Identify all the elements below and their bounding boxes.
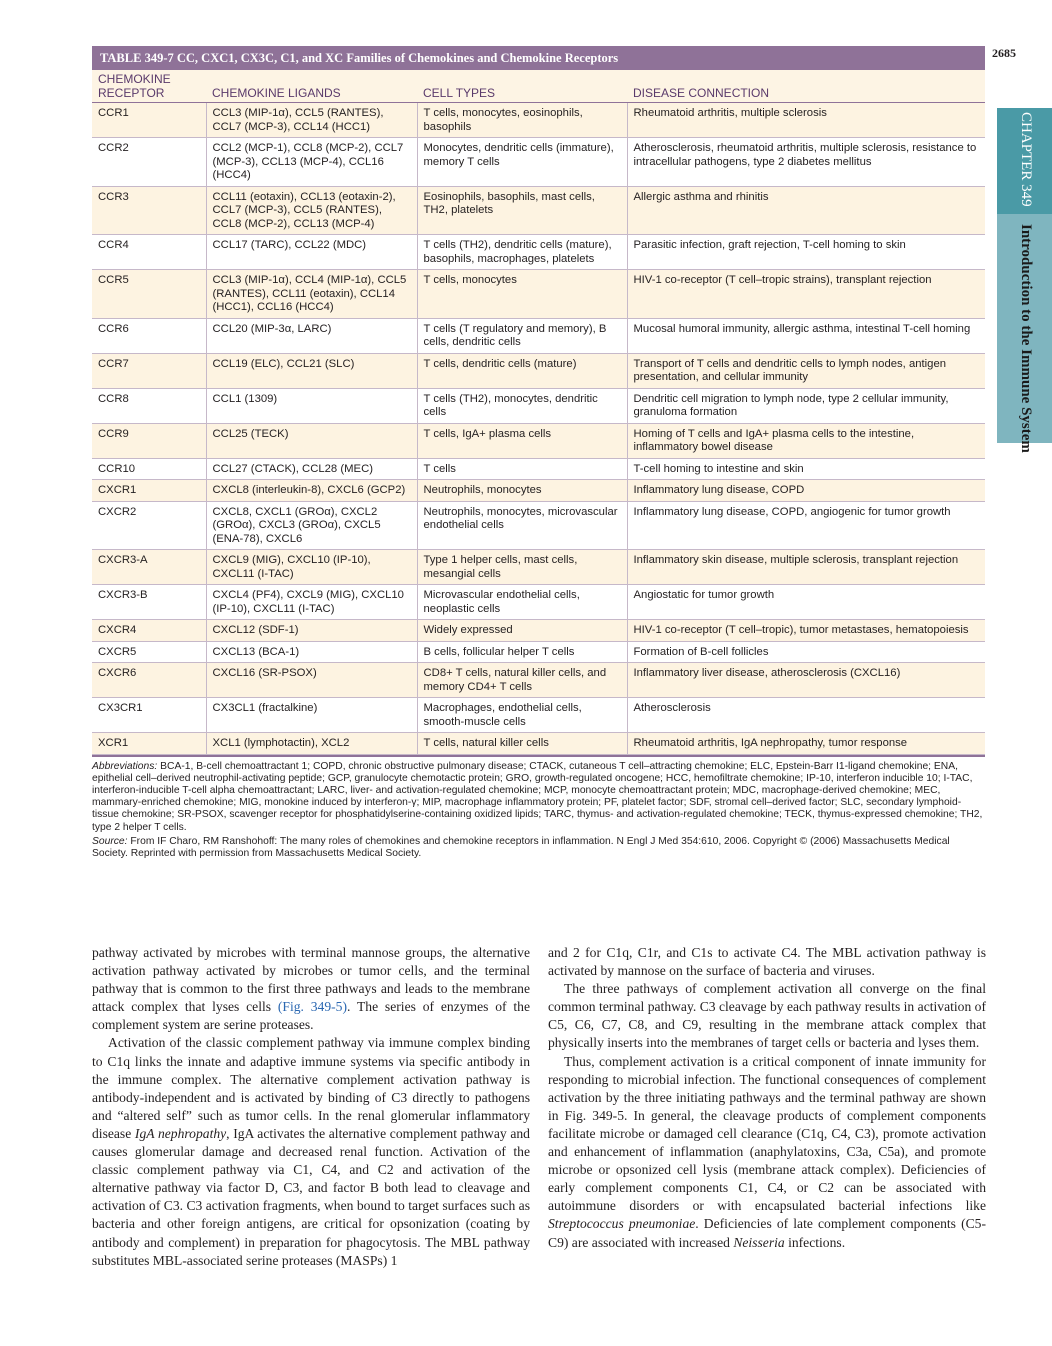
right-paragraph-3 xyxy=(548,1053,986,1252)
text-run: , IgA activates the alternative complement pathway and causes glomerular damage and decreased renal function. Activation of the classic complement pathway via C1, C4, and C2 and activation of the alternative pathway via factor D, C3, and factor B both lead to cleavage and activation of C3. C3 activation fragments, when bound to target surfaces such as bacteria and other foreign antigens, are critical for opsonization (coating by antibody and complement) in preparation for phagocytosis. The MBL pathway substitutes MBL-associated serine proteases (MASPs) 1 xyxy=(92,1125,530,1268)
receptor-cell: CCR7 xyxy=(92,353,206,388)
disease-cell: Formation of B-cell follicles xyxy=(627,641,985,663)
side-tab-text xyxy=(1017,112,1034,453)
disease-cell: Transport of T cells and dendritic cells to lymph nodes, antigen presentation, and cellular immunity xyxy=(627,353,985,388)
cell-types-cell: Monocytes, dendritic cells (immature), memory T cells xyxy=(417,138,627,187)
table-row xyxy=(92,550,985,585)
cell-types-cell: T cells (TH2), dendritic cells (mature), basophils, macrophages, platelets xyxy=(417,235,627,270)
receptor-cell: CCR8 xyxy=(92,388,206,423)
header-disease-connection: DISEASE CONNECTION xyxy=(627,70,985,103)
table-row xyxy=(92,318,985,353)
cell-types-cell: Widely expressed xyxy=(417,620,627,642)
ligands-cell: CCL3 (MIP-1α), CCL5 (RANTES), CCL7 (MCP-3), CCL14 (HCC1) xyxy=(206,103,417,138)
disease-cell: Atherosclerosis xyxy=(627,698,985,733)
chemokine-table xyxy=(92,46,985,860)
table-header-row xyxy=(92,70,985,103)
receptor-cell: CCR1 xyxy=(92,103,206,138)
receptor-cell: CXCR4 xyxy=(92,620,206,642)
text-run: . The series of enzymes of the complement system are serine proteases. xyxy=(92,999,530,1033)
ligands-cell: CXCL4 (PF4), CXCL9 (MIG), CXCL10 (IP-10), CXCL11 (I-TAC) xyxy=(206,585,417,620)
chapter-label: CHAPTER 349 xyxy=(1018,112,1034,207)
disease-cell: HIV-1 co-receptor (T cell–tropic strains), transplant rejection xyxy=(627,270,985,319)
table-row xyxy=(92,270,985,319)
table-row xyxy=(92,138,985,187)
text-run: Activation of the classic complement pathway via immune complex binding to C1q links the innate and adaptive immune systems via specific antibody in the immune complex. The alternative complement activation pathway is antibody-independent and is activated by binding of C3 directly to pathogens and “altered self” such as tumor cells. In the renal glomerular inflammatory disease xyxy=(92,1035,530,1141)
table-row xyxy=(92,235,985,270)
ligands-cell: CCL11 (eotaxin), CCL13 (eotaxin-2), CCL7 (MCP-3), CCL5 (RANTES), CCL8 (MCP-2), CCL13 (MCP-4) xyxy=(206,186,417,235)
text-run: pathway activated by microbes with terminal mannose groups, the alternative activation pathway activated by microbes or tumor cells, and the terminal pathway that is common to the first three pathways and leads to the membrane attack complex that lyses cells xyxy=(92,945,530,1015)
receptor-cell: CCR9 xyxy=(92,423,206,458)
header-cell-types: CELL TYPES xyxy=(417,70,627,103)
abbreviations-label: Abbreviations: xyxy=(92,760,158,772)
cell-types-cell: T cells (T regulatory and memory), B cells, dendritic cells xyxy=(417,318,627,353)
source-note xyxy=(92,834,985,860)
cell-types-cell: CD8+ T cells, natural killer cells, and memory CD4+ T cells xyxy=(417,663,627,698)
chapter-side-tab xyxy=(997,108,1052,453)
cell-types-cell: Macrophages, endothelial cells, smooth-muscle cells xyxy=(417,698,627,733)
source-text: From IF Charo, RM Ranshohoff: The many roles of chemokines and chemokine receptors in inflammation. N Engl J Med 354:610, 2006. Copyright © (2006) Massachusetts Medical Society. Reprinted with permission from Massachusetts Medical Society. xyxy=(92,835,950,859)
cell-types-cell: Type 1 helper cells, mast cells, mesangial cells xyxy=(417,550,627,585)
left-text-column xyxy=(92,944,530,1270)
disease-cell: Inflammatory skin disease, multiple sclerosis, transplant rejection xyxy=(627,550,985,585)
ligands-cell: CXCL8, CXCL1 (GROα), CXCL2 (GROα), CXCL3 (GROα), CXCL5 (ENA-78), CXCL6 xyxy=(206,501,417,550)
disease-cell: Angiostatic for tumor growth xyxy=(627,585,985,620)
disease-cell: Rheumatoid arthritis, IgA nephropathy, tumor response xyxy=(627,733,985,755)
chapter-title: Introduction to the Immune System xyxy=(1018,224,1034,453)
disease-cell: Inflammatory liver disease, atherosclerosis (CXCL16) xyxy=(627,663,985,698)
table-row xyxy=(92,641,985,663)
cell-types-cell: T cells, monocytes xyxy=(417,270,627,319)
italic-term: IgA nephropathy xyxy=(134,1125,227,1141)
disease-cell: Allergic asthma and rhinitis xyxy=(627,186,985,235)
disease-cell: T-cell homing to intestine and skin xyxy=(627,458,985,480)
receptor-cell: CCR6 xyxy=(92,318,206,353)
receptor-cell: CCR2 xyxy=(92,138,206,187)
disease-cell: Rheumatoid arthritis, multiple sclerosis xyxy=(627,103,985,138)
header-chemokine-receptor: CHEMOKINE RECEPTOR xyxy=(92,70,206,103)
receptor-cell: CCR5 xyxy=(92,270,206,319)
table-title: TABLE 349-7 CC, CXC1, CX3C, C1, and XC Families of Chemokines and Chemokine Receptors xyxy=(92,46,985,70)
receptor-cell: CX3CR1 xyxy=(92,698,206,733)
ligands-cell: CXCL9 (MIG), CXCL10 (IP-10), CXCL11 (I-TAC) xyxy=(206,550,417,585)
cell-types-cell: Neutrophils, monocytes, microvascular endothelial cells xyxy=(417,501,627,550)
figure-link[interactable]: (Fig. 349-5) xyxy=(277,999,347,1015)
table-row xyxy=(92,698,985,733)
cell-types-cell: T cells, dendritic cells (mature) xyxy=(417,353,627,388)
source-label: Source: xyxy=(92,835,128,847)
table-row xyxy=(92,620,985,642)
table-row xyxy=(92,663,985,698)
header-chemokine-ligands: CHEMOKINE LIGANDS xyxy=(206,70,417,103)
cell-types-cell: T cells xyxy=(417,458,627,480)
cell-types-cell: T cells, IgA+ plasma cells xyxy=(417,423,627,458)
ligands-cell: CXCL16 (SR-PSOX) xyxy=(206,663,417,698)
receptor-cell: CXCR3-B xyxy=(92,585,206,620)
abbreviations-text: BCA-1, B-cell chemoattractant 1; COPD, chronic obstructive pulmonary disease; CTACK, cutaneous T cell–attracting chemokine; ELC, Epstein-Barr I1-ligand chemokine; ENA, epithelial cell–derived neutrophil-activating peptide; GCP, granulocyte chemotactic protein; GRO, growth-regulated oncogene; HCC, hemofiltrate chemokine; IP-10, interferon inducible 10; I-TAC, interferon-inducible T-cell alpha chemoattractant; LARC, liver- and activation-regulated chemokine; MCP, monocyte chemoattractant protein; MDC, macrophage-derived chemokine; MEC, mammary-enriched chemokine; MIG, monokine induced by interferon-γ; MIP, macrophage inflammatory protein; PF, platelet factor; SDF, stromal cell–derived factor; SLC, secondary lymphoid-tissue chemokine; SR-PSOX, scavenger receptor for phosphatidylserine-containing oxidized lipids; TARC, thymus- and activation-regulated chemokine; TECK, thymus-expressed chemokine; TH2, type 2 helper T cells. xyxy=(92,760,983,833)
table-row xyxy=(92,733,985,755)
table-row xyxy=(92,501,985,550)
ligands-cell: CCL25 (TECK) xyxy=(206,423,417,458)
receptor-cell: CXCR1 xyxy=(92,480,206,502)
ligands-cell: CXCL12 (SDF-1) xyxy=(206,620,417,642)
disease-cell: Parasitic infection, graft rejection, T-cell homing to skin xyxy=(627,235,985,270)
table-row xyxy=(92,458,985,480)
ligands-cell: CX3CL1 (fractalkine) xyxy=(206,698,417,733)
table-row xyxy=(92,388,985,423)
cell-types-cell: T cells, monocytes, eosinophils, basophils xyxy=(417,103,627,138)
text-run: Thus, complement activation is a critical component of innate immunity for responding to microbial infection. The functional consequences of complement activation by the three initiating pathways and the terminal pathway are shown in Fig. 349-5. In general, the cleavage products of complement components facilitate microbe or damaged cell clearance (C1q, C4, C3), promote activation and enhancement of inflammation (anaphylatoxins, C3a, C5a), and promote microbe or opsonized cell lysis (membrane attack complex). Deficiencies of early complement components C1, C4, or C2 can be associated with autoimmune disorders or with encapsulated bacterial infections like xyxy=(548,1053,986,1214)
disease-cell: Atherosclerosis, rheumatoid arthritis, multiple sclerosis, resistance to intracellular pathogens, type 2 diabetes mellitus xyxy=(627,138,985,187)
table-row xyxy=(92,353,985,388)
receptor-cell: CCR4 xyxy=(92,235,206,270)
receptor-cell: XCR1 xyxy=(92,733,206,755)
table-row xyxy=(92,186,985,235)
disease-cell: Homing of T cells and IgA+ plasma cells to the intestine, inflammatory bowel disease xyxy=(627,423,985,458)
table-grid xyxy=(92,70,985,755)
right-paragraph-2: The three pathways of complement activation all converge on the final common terminal pathway. C3 cleavage by each pathway results in activation of C5, C6, C7, C8, and C9, resulting in the membrane attack complex that physically inserts into the membranes of target cells or bacteria and lyses them. xyxy=(548,981,986,1051)
ligands-cell: CCL19 (ELC), CCL21 (SLC) xyxy=(206,353,417,388)
receptor-cell: CXCR5 xyxy=(92,641,206,663)
cell-types-cell: Neutrophils, monocytes xyxy=(417,480,627,502)
italic-term: Neisseria xyxy=(733,1234,785,1250)
cell-types-cell: Microvascular endothelial cells, neoplastic cells xyxy=(417,585,627,620)
cell-types-cell: T cells (TH2), monocytes, dendritic cells xyxy=(417,388,627,423)
table-row xyxy=(92,423,985,458)
italic-term: Streptococcus pneumoniae xyxy=(548,1216,696,1232)
left-paragraph-1 xyxy=(92,944,530,1034)
right-paragraph-1: and 2 for C1q, C1r, and C1s to activate C4. The MBL activation pathway is activated by mannose on the surface of bacteria and viruses. xyxy=(548,945,986,979)
ligands-cell: CXCL8 (interleukin-8), CXCL6 (GCP2) xyxy=(206,480,417,502)
text-run: infections. xyxy=(784,1234,846,1250)
receptor-cell: CXCR6 xyxy=(92,663,206,698)
ligands-cell: CCL17 (TARC), CCL22 (MDC) xyxy=(206,235,417,270)
table-row xyxy=(92,585,985,620)
disease-cell: Dendritic cell migration to lymph node, type 2 cellular immunity, granuloma formation xyxy=(627,388,985,423)
table-body xyxy=(92,103,985,755)
disease-cell: HIV-1 co-receptor (T cell–tropic), tumor metastases, hematopoiesis xyxy=(627,620,985,642)
disease-cell: Mucosal humoral immunity, allergic asthma, intestinal T-cell homing xyxy=(627,318,985,353)
cell-types-cell: T cells, natural killer cells xyxy=(417,733,627,755)
receptor-cell: CXCR3-A xyxy=(92,550,206,585)
receptor-cell: CCR3 xyxy=(92,186,206,235)
disease-cell: Inflammatory lung disease, COPD xyxy=(627,480,985,502)
ligands-cell: CCL20 (MIP-3α, LARC) xyxy=(206,318,417,353)
text-run: . Deficiencies of late complement components (C5-C9) are associated with increased xyxy=(548,1216,986,1250)
ligands-cell: CCL1 (1309) xyxy=(206,388,417,423)
table-row xyxy=(92,480,985,502)
ligands-cell: CCL2 (MCP-1), CCL8 (MCP-2), CCL7 (MCP-3), CCL13 (MCP-4), CCL16 (HCC4) xyxy=(206,138,417,187)
cell-types-cell: B cells, follicular helper T cells xyxy=(417,641,627,663)
ligands-cell: CCL3 (MIP-1α), CCL4 (MIP-1α), CCL5 (RANTES), CCL11 (eotaxin), CCL14 (HCC1), CCL16 (HCC4) xyxy=(206,270,417,319)
ligands-cell: XCL1 (lymphotactin), XCL2 xyxy=(206,733,417,755)
receptor-cell: CCR10 xyxy=(92,458,206,480)
ligands-cell: CXCL13 (BCA-1) xyxy=(206,641,417,663)
left-paragraph-2 xyxy=(92,1034,530,1269)
ligands-cell: CCL27 (CTACK), CCL28 (MEC) xyxy=(206,458,417,480)
abbreviations-note xyxy=(92,757,985,834)
table-row xyxy=(92,103,985,138)
receptor-cell: CXCR2 xyxy=(92,501,206,550)
cell-types-cell: Eosinophils, basophils, mast cells, TH2, platelets xyxy=(417,186,627,235)
disease-cell: Inflammatory lung disease, COPD, angiogenic for tumor growth xyxy=(627,501,985,550)
right-text-column xyxy=(548,944,986,1252)
page-number: 2685 xyxy=(992,46,1016,60)
